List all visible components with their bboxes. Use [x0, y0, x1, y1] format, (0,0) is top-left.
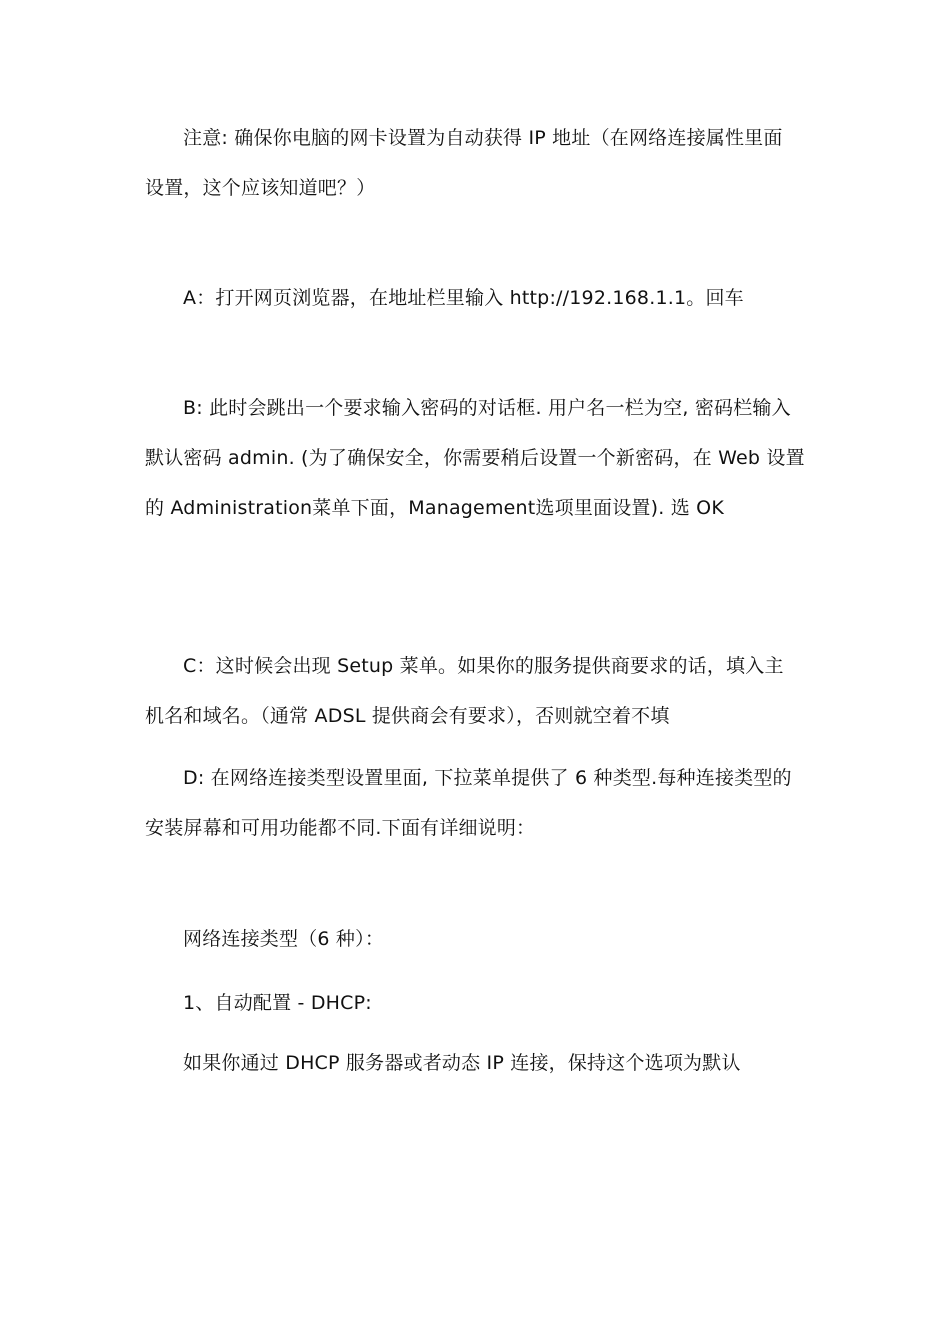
- text-line: 的 Administration菜单下面，Management选项里面设置). 选 OK: [145, 497, 724, 519]
- text-line: 网络连接类型（6 种）：: [183, 928, 385, 950]
- paragraph-dhcp-heading: [145, 978, 810, 1028]
- text-line: C：这时候会出现 Setup 菜单。如果你的服务提供商要求的话，填入主: [183, 655, 784, 677]
- paragraph-connection-types-heading: [145, 914, 810, 964]
- text-line: D: 在网络连接类型设置里面, 下拉菜单提供了 6 种类型.每种连接类型的: [183, 767, 792, 789]
- text-line: 设置，这个应该知道吧？）: [145, 177, 376, 199]
- text-line: B: 此时会跳出一个要求输入密码的对话框. 用户名一栏为空, 密码栏输入: [183, 397, 791, 419]
- paragraph-dhcp-desc: [145, 1038, 810, 1088]
- text-line: 默认密码 admin. (为了确保安全，你需要稍后设置一个新密码，在 Web 设置: [145, 447, 805, 469]
- paragraph-step-d: [145, 753, 810, 853]
- paragraph-note: [145, 113, 810, 213]
- text-line: 注意: 确保你电脑的网卡设置为自动获得 IP 地址（在网络连接属性里面: [183, 127, 783, 149]
- text-line: 安装屏幕和可用功能都不同.下面有详细说明：: [145, 817, 536, 839]
- text-line: 1、自动配置 - DHCP:: [183, 992, 372, 1014]
- text-line: 机名和域名。（通常 ADSL 提供商会有要求），否则就空着不填: [145, 705, 670, 727]
- text-line: A：打开网页浏览器，在地址栏里输入 http://192.168.1.1。回车: [183, 287, 744, 309]
- paragraph-step-a: [145, 273, 810, 323]
- text-line: 如果你通过 DHCP 服务器或者动态 IP 连接，保持这个选项为默认: [183, 1052, 741, 1074]
- paragraph-step-c: [145, 641, 810, 741]
- paragraph-step-b: [145, 383, 810, 533]
